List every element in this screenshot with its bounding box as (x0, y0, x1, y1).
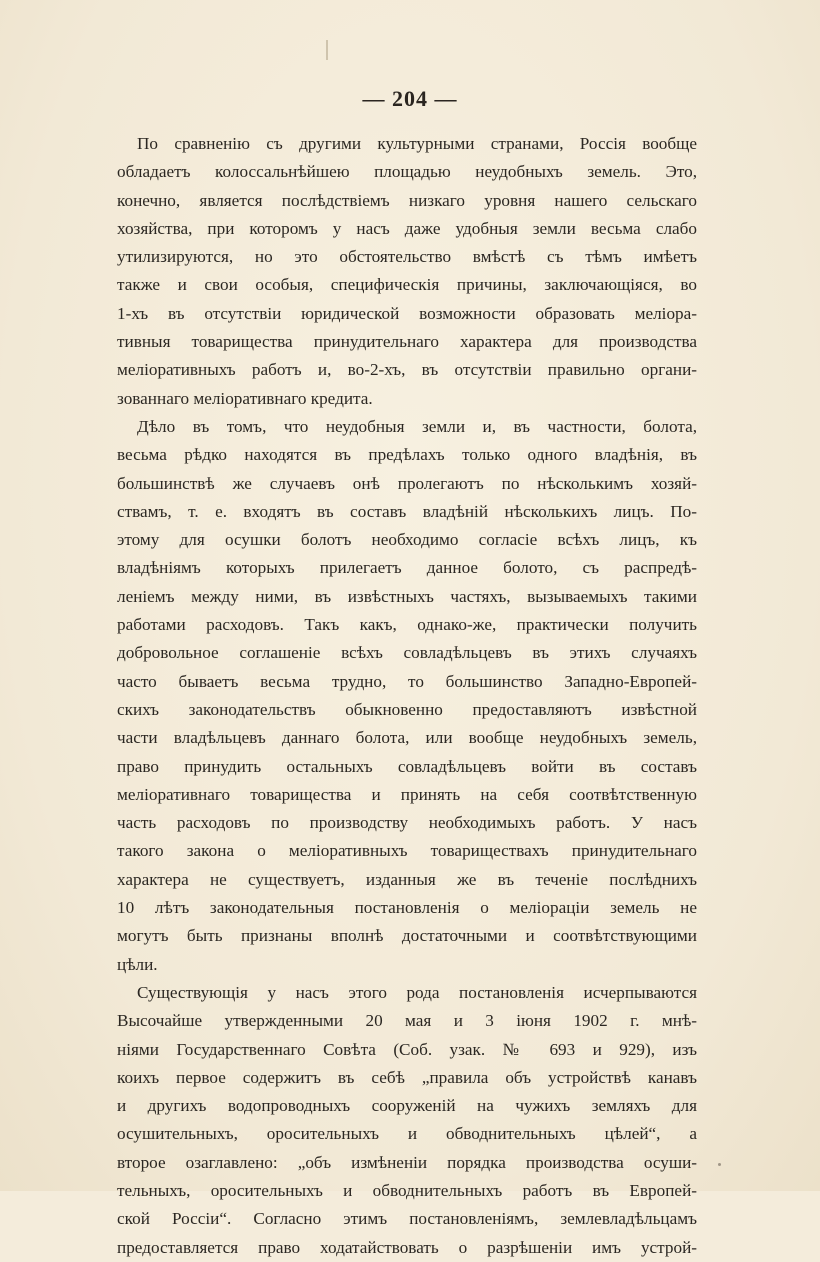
text-line: могутъ быть признаны вполнѣ достаточными и соотвѣтствующими (117, 926, 697, 946)
text-line: такого закона о меліоративныхъ товариществахъ принудительнаго (117, 841, 697, 861)
text-line: коихъ первое содержитъ въ себѣ „правила объ устройствѣ канавъ (117, 1067, 697, 1087)
text-line: ской Россіи“. Согласно этимъ постановленіямъ, землевладѣльцамъ (117, 1209, 697, 1229)
text-line: большинствѣ же случаевъ онѣ пролегаютъ по нѣсколькимъ хозяй- (117, 473, 697, 493)
paragraph-1 (117, 130, 697, 413)
text-line: хозяйства, при которомъ у насъ даже удобныя земли весьма слабо (117, 218, 697, 238)
text-line: леніемъ между ними, въ извѣстныхъ частяхъ, вызываемыхъ такими (117, 586, 697, 606)
text-line: и другихъ водопроводныхъ сооруженій на чужихъ земляхъ для (117, 1096, 697, 1116)
page-number: — 204 — (362, 86, 458, 111)
text-line: 1-хъ въ отсутствіи юридической возможности образовать меліора- (117, 303, 697, 323)
text-line: скихъ законодательствъ обыкновенно предоставляютъ извѣстной (117, 699, 697, 719)
text-line: весьма рѣдко находятся въ предѣлахъ только одного владѣнія, въ (117, 445, 697, 465)
text-line: характера не существуетъ, изданныя же въ теченіе послѣднихъ (117, 869, 697, 889)
text-line: ствамъ, т. е. входятъ въ составъ владѣній нѣсколькихъ лицъ. По- (117, 501, 697, 521)
text-line: части владѣльцевъ даннаго болота, или вообще неудобныхъ земель, (117, 728, 697, 748)
text-line: владѣніямъ которыхъ прилегаетъ данное болото, съ распредѣ- (117, 558, 697, 578)
text-line: обладаетъ колоссальнѣйшею площадью неудобныхъ земель. Это, (117, 162, 697, 182)
text-line: тельныхъ, оросительныхъ и обводнительныхъ работъ въ Европей- (117, 1180, 697, 1200)
text-line: второе озаглавлено: „объ измѣненіи порядка производства осуши- (117, 1152, 697, 1172)
paper-speck (718, 1163, 721, 1166)
text-line: конечно, является послѣдствіемъ низкаго уровня нашего сельскаго (117, 190, 697, 210)
text-line: также и свои особыя, специфическія причины, заключающіяся, во (117, 275, 697, 295)
text-line: Высочайше утвержденными 20 мая и 3 іюня 1902 г. мнѣ- (117, 1011, 697, 1031)
text-line: этому для осушки болотъ необходимо согласіе всѣхъ лицъ, къ (117, 530, 697, 550)
text-line: работами расходовъ. Такъ какъ, однако-же, практически получить (117, 615, 697, 635)
text-line: тивныя товарищества принудительнаго характера для производства (117, 332, 697, 352)
paragraph-2 (117, 413, 697, 979)
text-line: часто бываетъ весьма трудно, то большинство Западно-Европей- (117, 671, 697, 691)
text-line: меліоративнаго товарищества и принять на себя соотвѣтственную (117, 784, 697, 804)
text-line: По сравненію съ другими культурными странами, Россія вообще (137, 134, 697, 153)
text-line: ніями Государственнаго Совѣта (Соб. узак. № 693 и 929), изъ (117, 1039, 697, 1059)
text-line: 10 лѣтъ законодательныя постановленія о меліораціи земель не (117, 898, 697, 918)
text-line: часть расходовъ по производству необходимыхъ работъ. У насъ (117, 813, 697, 833)
text-line: Дѣло въ томъ, что неудобныя земли и, въ частности, болота, (137, 416, 697, 436)
paragraph-3 (117, 979, 697, 1262)
text-line: право принудить остальныхъ совладѣльцевъ войти въ составъ (117, 756, 697, 776)
body-text (117, 130, 697, 1262)
text-line: осушительныхъ, оросительныхъ и обводнительныхъ цѣлей“, а (117, 1124, 697, 1144)
margin-mark (326, 40, 328, 60)
text-line: зованнаго меліоративнаго кредита. (117, 388, 373, 408)
text-line: добровольное соглашеніе всѣхъ совладѣльцевъ въ этихъ случаяхъ (117, 643, 697, 663)
text-line: утилизируются, но это обстоятельство вмѣстѣ съ тѣмъ имѣетъ (117, 247, 697, 267)
text-line: меліоративныхъ работъ и, во-2-хъ, въ отсутствіи правильно органи- (117, 360, 697, 380)
text-line: предоставляется право ходатайствовать о разрѣшеніи имъ устрой- (117, 1237, 697, 1257)
text-line: Существующія у насъ этого рода постановленія исчерпываются (137, 982, 697, 1002)
text-line: цѣли. (117, 954, 158, 974)
